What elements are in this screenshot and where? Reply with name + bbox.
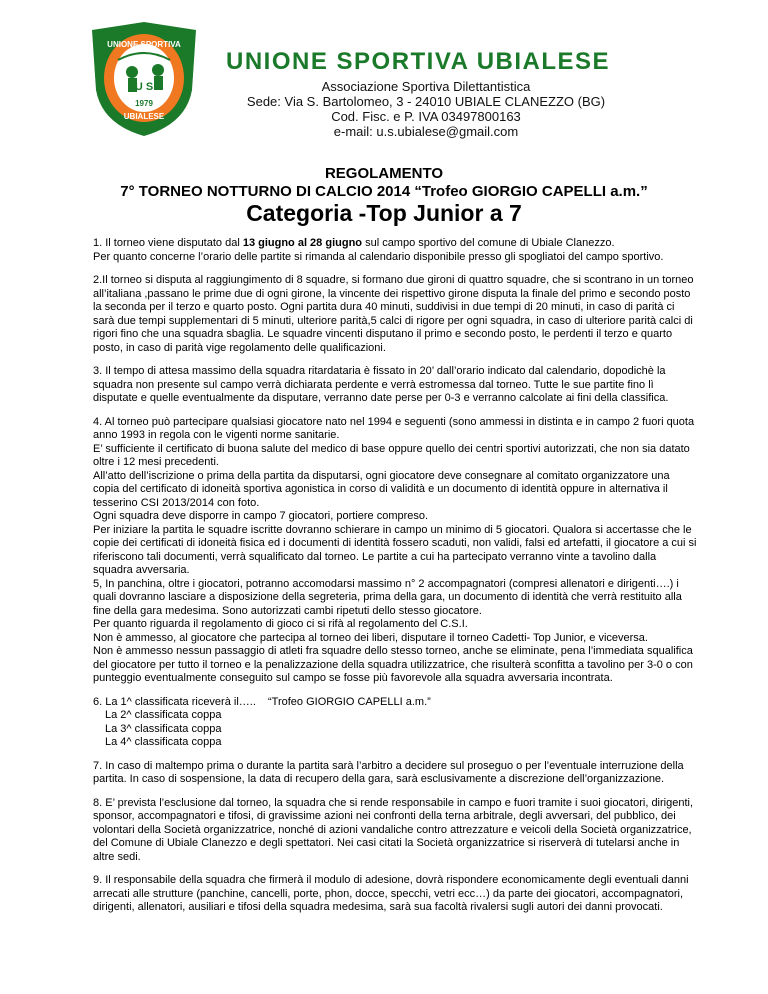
rule-4-players: Ogni squadra deve disporre in campo 7 giocatori, portiere compreso.	[93, 510, 429, 522]
org-email: e-mail: u.s.ubialese@gmail.com	[333, 124, 519, 139]
rule-1-text-c: sul campo sportivo del comune di Ubiale Clanezzo.	[362, 237, 615, 249]
rule-csi: Per quanto riguarda il regolamento di gioco ci si rifà al regolamento del C.S.I.	[93, 618, 468, 630]
rule-4-age: 4. Al torneo può partecipare qualsiasi giocatore nato nel 1994 e seguenti (sono ammessi in distinta e in campo 2 fuori quota anno 1993 in regola con le vigenti norme sanitarie.	[93, 415, 695, 441]
rule-8: 8. E’ prevista l’esclusione dal torneo, la squadra che si rende responsabile in campo e fuori tramite i suoi giocatori, dirigenti, sponsor, accompagnatori e tifosi, di gravissime azioni nei confronti della terna arbitrale, degli avversari, del pubblico, dei volontari della Società organizzatrice, nonché di azioni vandaliche contro attrezzature e veicoli della Società organizzatrice, del Comune di Ubiale Clanezzo e degli spettatori. Nei casi citati la Società organizzatrice si riserverà di tutelarsi anche in altre sedi.	[93, 796, 694, 863]
org-address: Sede: Via S. Bartolomeo, 3 - 24010 UBIALE CLANEZZO (BG)	[246, 94, 606, 109]
logo-letters: U S	[134, 81, 154, 93]
rule-9: 9. Il responsabile della squadra che firmerà il modulo di adesione, dovrà rispondere economicamente degli eventuali danni arrecati alle strutture (panchine, cancelli, porte, phon, docce, specchi, vetri ecc…) da parte dei giocatori, accompagnatori, dirigenti, allenatori, ausiliari e tifosi della squadra medesima, sarà sua facoltà rivalersi sugli autori dei danni provocati.	[93, 874, 689, 913]
rule-1-dates: 13 giugno al 28 giugno	[242, 237, 363, 249]
rule-transfers: Non è ammesso nessun passaggio di atleti fra squadre dello stesso torneo, anche se eliminate, pena l’immediata squalifica del giocatore per tutto il torneo e la penalizzazione della squadra utilizzatrice, che risulterà sconfitta a tavolino per 3-0 o con punteggio eventualmente conseguito sul campo se fosse più favorevole alla squadra avversaria incontrata.	[93, 645, 693, 684]
rule-4-minimum: Per iniziare la partita le squadre iscritte dovranno schierare in campo un minimo di 5 giocatori. Qualora si accertasse che le copie dei certificati di idoneità fisica ed i documenti di identità fossero scaduti, non validi, falsi ed artefatti, il giocatore a cui si riferiscono tali documenti, verrà squalificato dal torneo. Le partite a cui ha partecipato verranno vinte a tavolino dalla squadra avversaria.	[93, 523, 697, 576]
org-title: UNIONE SPORTIVA UBIALESE	[226, 48, 611, 75]
rule-5-bench: 5, In panchina, oltre i giocatori, potranno accomodarsi massimo n° 2 accompagnatori (compresi allenatori e dirigenti….) i quali dovranno lasciare a disposizione della segreteria, prima della gara, un documento di identità che verrà restituito alla fine della gara medesima. Sono autorizzati cambi ripetuti dello stesso giocatore.	[93, 577, 682, 617]
rule-7: 7. In caso di maltempo prima o durante la partita sarà l’arbitro a decidere sul proseguo o per l’eventuale interruzione della partita. In caso di sospensione, la data di recupero della gara, sarà esclusivamente a discrezione dell’organizzazione.	[93, 759, 684, 785]
prize-first: 6. La 1^ classificata riceverà il…..	[93, 695, 256, 708]
tournament-title: 7° TORNEO NOTTURNO DI CALCIO 2014 “Trofeo GIORGIO CAPELLI a.m.”	[120, 183, 648, 200]
regolamento-heading: REGOLAMENTO	[324, 165, 444, 182]
rule-4-registration: All’atto dell’iscrizione o prima della partita da disputarsi, ogni giocatore deve consegnare al comitato organizzatore una copia del certificato di idoneità sportiva agonistica in corso di validità e un documento di identità oppure in alternativa il tesserino CSI 2013/2014 con foto.	[93, 469, 670, 509]
rule-4	[93, 416, 697, 686]
rules-body	[93, 237, 697, 925]
category-title: Categoria -Top Junior a 7	[246, 200, 522, 226]
prize-third: La 3^ classificata coppa	[105, 722, 222, 735]
logo-year: 1979	[135, 99, 153, 108]
rule-1-text-a: 1. Il torneo viene disputato dal	[93, 237, 243, 249]
prize-trophy: “Trofeo GIORGIO CAPELLI a.m.”	[268, 695, 431, 708]
prize-second: La 2^ classificata coppa	[105, 709, 222, 721]
rule-4-certificate: E’ sufficiente il certificato di buona salute del medico di base oppure quello dei centri sportivi autorizzati, che non sia datato oltre i 12 mesi precedenti.	[93, 442, 690, 468]
org-tax-code: Cod. Fisc. e P. IVA 03497800163	[331, 109, 521, 124]
logo-ring-top: UNIONE SPORTIVA	[107, 40, 181, 49]
org-type: Associazione Sportiva Dilettantistica	[321, 79, 531, 94]
rule-6	[93, 696, 697, 750]
rule-1	[93, 237, 697, 264]
prize-fourth: La 4^ classificata coppa	[105, 736, 222, 748]
rule-1-schedule: Per quanto concerne l’orario delle partite si rimanda al calendario disponibile presso gli spogliatoi del campo sportivo.	[93, 250, 664, 263]
rule-free-players: Non è ammesso, al giocatore che partecipa al torneo dei liberi, disputare il torneo Cadetti- Top Junior, e viceversa.	[93, 631, 648, 644]
rule-3: 3. Il tempo di attesa massimo della squadra ritardataria è fissato in 20’ dall’orario indicato dal calendario, dopodichè la squadra non presente sul campo verrà dichiarata perdente e verrà estromessa dal torneo. Tutte le sue partite fino lì disputate e quelle eventualmente da disputare, verranno date perse per 0-3 e verranno calcolate ai fini della classifica.	[93, 365, 669, 404]
logo-ring-bottom: UBIALESE	[123, 112, 165, 121]
club-logo	[88, 20, 200, 138]
rule-2: 2.Il torneo si disputa al raggiungimento di 8 squadre, si formano due gironi di quattro squadre, che si scontrano in un torneo all’italiana ,passano le prime due di ogni girone, la vincente dei rispettivo girone disputa la finale del primo e secondo posto la seconda per il terzo e quarto posto. Ogni partita dura 40 minuti, suddivisi in due tempi di 20 minuti, in caso di parità ci sarà due tempi supplementari di 5 minuti, ulteriore parità,5 calci di rigore per ogni squadra, in caso di ulteriore parità calci di rigori fino che una squadra sbaglia. Le squadre vincenti disputano il primo e secondo posto, le perdenti il terzo e quarto posto, in caso di parità vige regolamento delle qualificazioni.	[93, 274, 694, 354]
prize-first-row	[93, 696, 697, 710]
